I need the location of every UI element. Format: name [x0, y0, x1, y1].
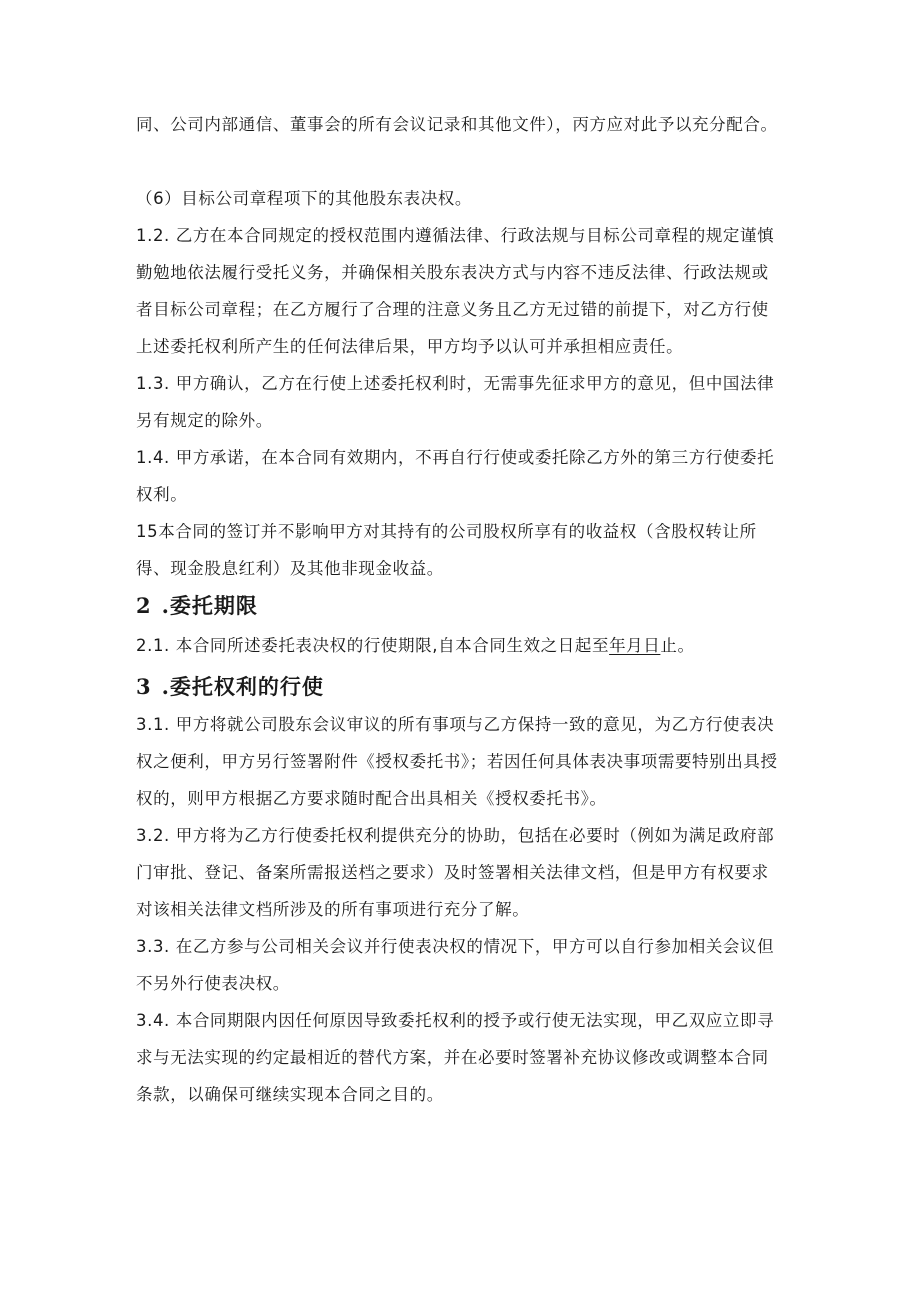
paragraph-3-3: 3.3. 在乙方参与公司相关会议并行使表决权的情况下，甲方可以自行参加相关会议但不另外行使表决权。 — [136, 937, 775, 993]
paragraph-2-1-text: 2.1. 本合同所述委托表决权的行使期限,自本合同生效之日起至 — [136, 636, 610, 655]
paragraph-item-6: （6）目标公司章程项下的其他股东表决权。 — [136, 189, 472, 208]
paragraph-3-1: 3.1. 甲方将就公司股东会议审议的所有事项与乙方保持一致的意见，为乙方行使表决权之便利，甲方另行签署附件《授权委托书》；若因任何具体表决事项需要特别出具授权的，则甲方根据乙方要求随时配合出具相关《授权委托书》。 — [136, 715, 778, 808]
paragraph-1-4: 1.4. 甲方承诺，在本合同有效期内，不再自行行使或委托除乙方外的第三方行使委托权利。 — [136, 448, 775, 504]
paragraph-2-1-end: 止。 — [660, 636, 695, 655]
section-heading-3 — [136, 672, 324, 702]
paragraph-2-1 — [136, 627, 784, 664]
section-heading-2 — [136, 591, 258, 621]
section-heading-3-number: 3 — [136, 674, 152, 699]
section-heading-2-number: 2 — [136, 593, 152, 618]
paragraph-2-1-date-blank: 年月日 — [609, 636, 661, 655]
paragraph-1-5: 15本合同的签订并不影响甲方对其持有的公司股权所享有的收益权（含股权转让所得、现金股息红利）及其他非现金收益。 — [136, 522, 757, 578]
paragraph-3-4: 3.4. 本合同期限内因任何原因导致委托权利的授予或行使无法实现，甲乙双应立即寻求与无法实现的约定最相近的替代方案，并在必要时签署补充协议修改或调整本合同条款，以确保可继续实现本合同之目的。 — [136, 1011, 775, 1104]
paragraph-1-3: 1.3. 甲方确认，乙方在行使上述委托权利时，无需事先征求甲方的意见，但中国法律另有规定的除外。 — [136, 374, 775, 430]
paragraph-continued: 同、公司内部通信、董事会的所有会议记录和其他文件），丙方应对此予以充分配合。 — [136, 115, 778, 134]
paragraph-1-2: 1.2. 乙方在本合同规定的授权范围内遵循法律、行政法规与目标公司章程的规定谨慎勤勉地依法履行受托义务，并确保相关股东表决方式与内容不违反法律、行政法规或者目标公司章程；在乙方履行了合理的注意义务且乙方无过错的前提下，对乙方行使上述委托权利所产生的任何法律后果，甲方均予以认可并承担相应责任。 — [136, 226, 775, 356]
section-heading-2-title: .委托期限 — [161, 593, 258, 618]
paragraph-3-2: 3.2. 甲方将为乙方行使委托权利提供充分的协助，包括在必要时（例如为满足政府部门审批、登记、备案所需报送档之要求）及时签署相关法律文档，但是甲方有权要求对该相关法律文档所涉及的所有事项进行充分了解。 — [136, 826, 775, 919]
section-heading-3-title: .委托权利的行使 — [161, 674, 324, 699]
